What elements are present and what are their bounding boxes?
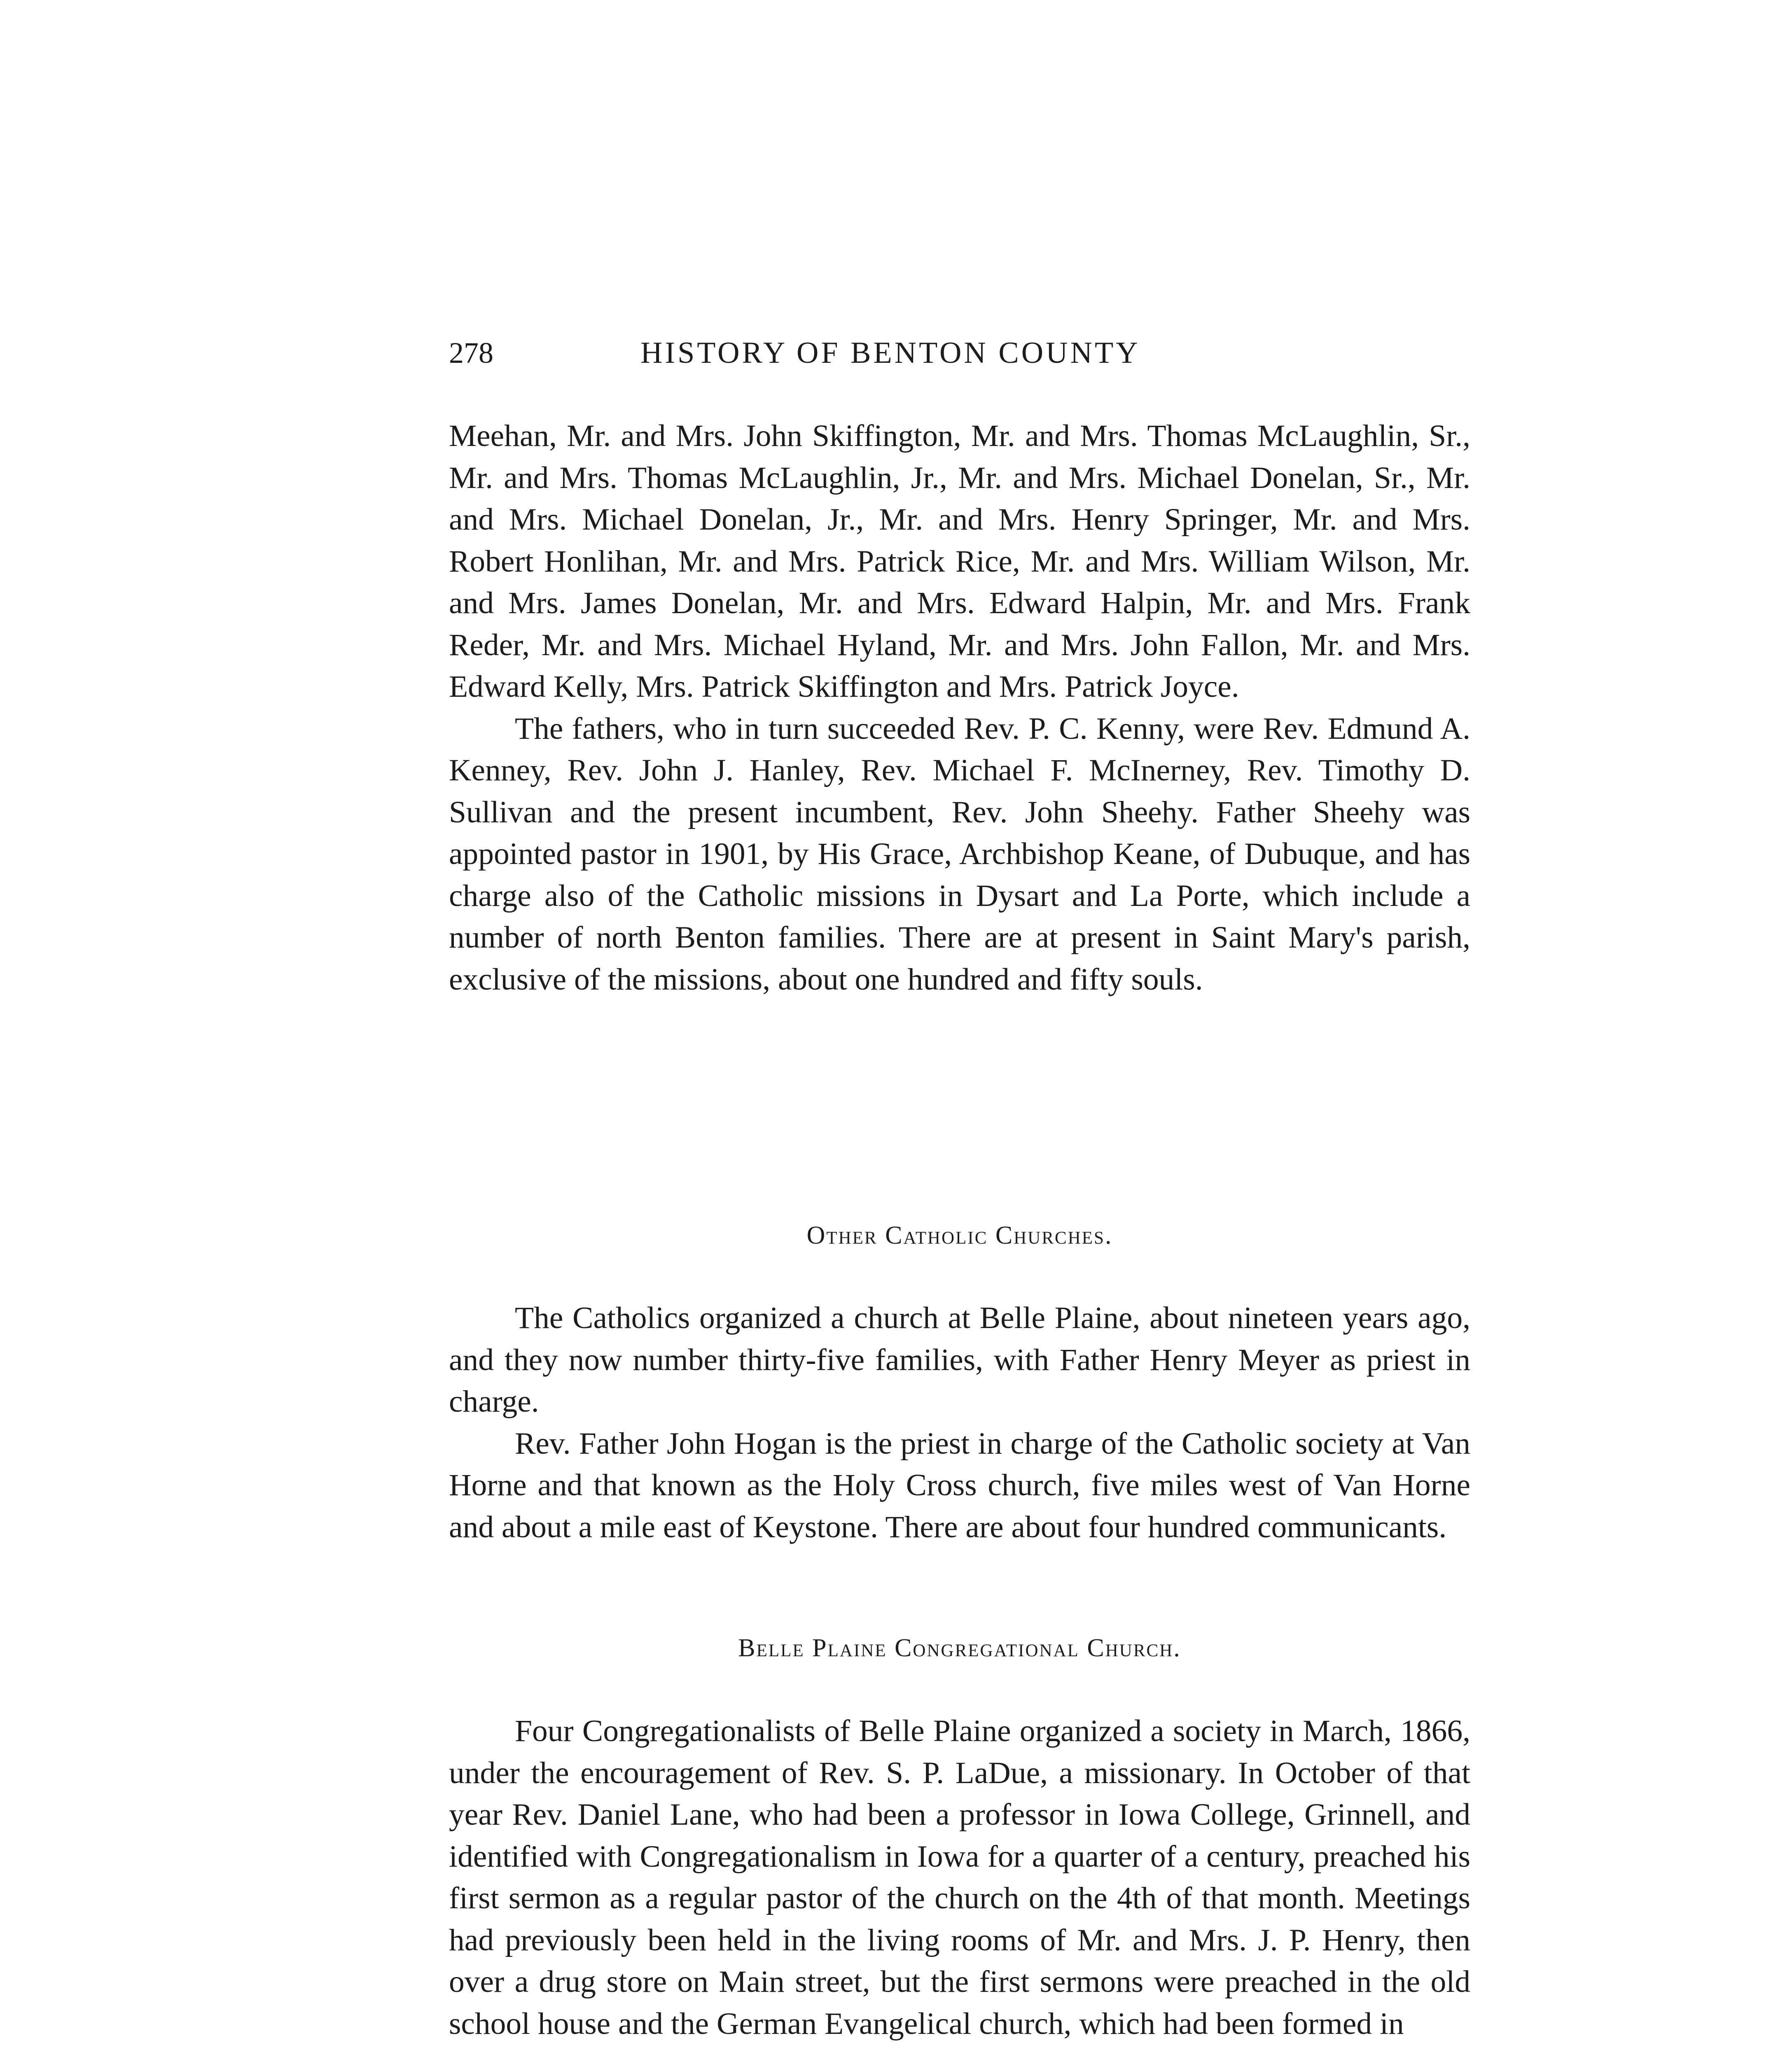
- paragraph-member-list: Meehan, Mr. and Mrs. John Skiffington, Mr. and Mrs. Thomas McLaughlin, Sr., Mr. and Mrs. Thomas McLaughlin, Jr., Mr. and Mrs. Michael Donelan, Sr., Mr. and Mrs. Michael Donelan, Jr., Mr. and Mrs. Henry Springer, Mr. and Mrs. Robert Honlihan, Mr. and Mrs. Patrick Rice, Mr. and Mrs. William Wilson, Mr. and Mrs. James Donelan, Mr. and Mrs. Edward Halpin, Mr. and Mrs. Frank Reder, Mr. and Mrs. Michael Hyland, Mr. and Mrs. John Fallon, Mr. and Mrs. Edward Kelly, Mrs. Patrick Skiffington and Mrs. Patrick Joyce.: [449, 419, 1470, 704]
- body-text-section-1: [449, 415, 1470, 1000]
- body-text-section-2: [449, 1297, 1470, 1548]
- paragraph-fathers: The fathers, who in turn succeeded Rev. P. C. Kenny, were Rev. Edmund A. Kenney, Rev. John J. Hanley, Rev. Michael F. McInerney, Rev. Timothy D. Sullivan and the present incumbent, Rev. John Sheehy. Father Sheehy was appointed pastor in 1901, by His Grace, Archbishop Keane, of Dubuque, and has charge also of the Catholic missions in Dysart and La Porte, which include a number of north Benton families. There are at present in Saint Mary's parish, exclusive of the missions, about one hundred and fifty souls.: [449, 711, 1470, 997]
- page-header: [449, 330, 1285, 376]
- paragraph-congregationalists: Four Congregationalists of Belle Plaine organized a society in March, 1866, under the encouragement of Rev. S. P. LaDue, a missionary. In October of that year Rev. Daniel Lane, who had been a professor in Iowa College, Grinnell, and identified with Congregationalism in Iowa for a quarter of a century, preached his first sermon as a regular pastor of the church on the 4th of that month. Meetings had previously been held in the living rooms of Mr. and Mrs. J. P. Henry, then over a drug store on Main street, but the first sermons were preached in the old school house and the German Evangelical church, which had been formed in: [449, 1714, 1470, 2041]
- section-heading-belle-plaine-congregational: Belle Plaine Congregational Church.: [738, 1634, 1181, 1662]
- running-title: HISTORY OF BENTON COUNTY: [640, 336, 1140, 370]
- paragraph-van-horne: Rev. Father John Hogan is the priest in charge of the Catholic society at Van Horne and that known as the Holy Cross church, five miles west of Van Horne and about a mile east of Keystone. There are about four hundred communicants.: [449, 1426, 1470, 1544]
- body-text-section-3: [449, 1710, 1470, 2045]
- paragraph-belle-plaine-catholics: The Catholics organized a church at Belle Plaine, about nineteen years ago, and they now number thirty-five families, with Father Henry Meyer as priest in charge.: [449, 1301, 1470, 1419]
- page-number: 278: [449, 336, 493, 369]
- section-heading-other-catholic-churches: Other Catholic Churches.: [806, 1221, 1113, 1249]
